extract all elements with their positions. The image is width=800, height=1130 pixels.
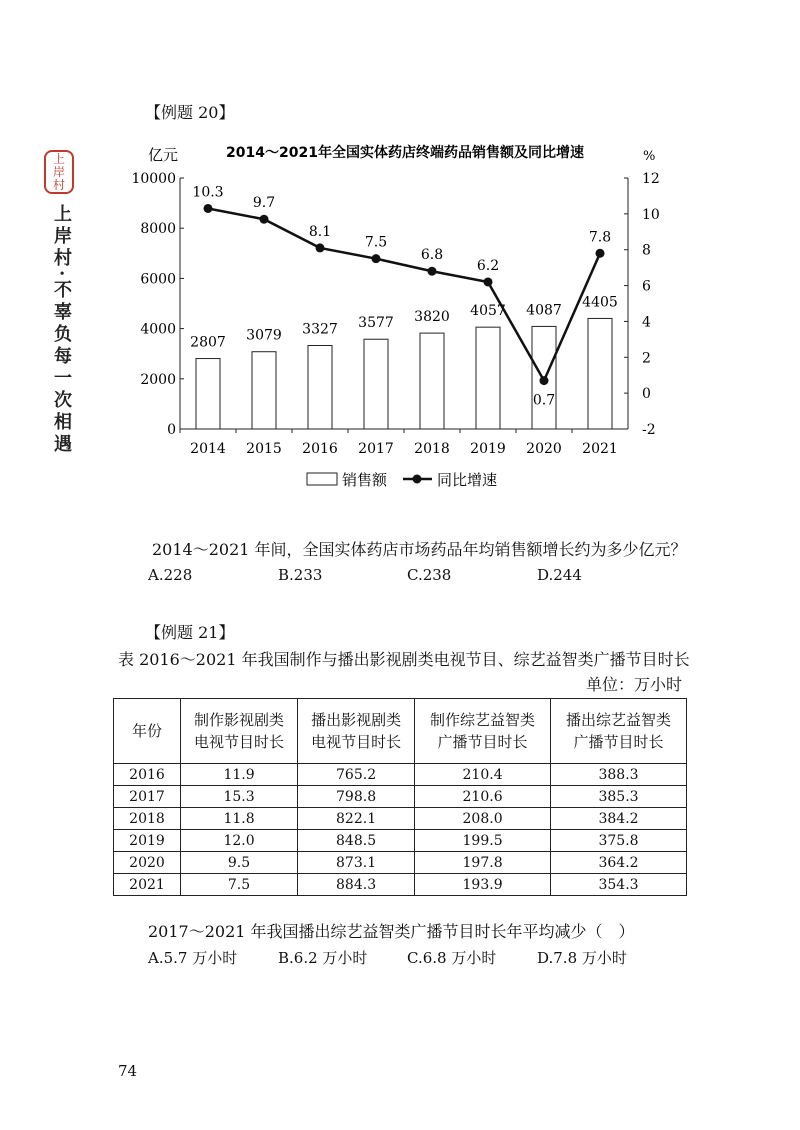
bar-label-2020: 4087 bbox=[526, 302, 562, 319]
left-tick-label: 2000 bbox=[140, 371, 176, 388]
chart-legend bbox=[307, 471, 497, 489]
table-cell: 2021 bbox=[114, 874, 181, 896]
table-cell: 15.3 bbox=[181, 786, 298, 808]
example-21-label: 【例题 21】 bbox=[145, 623, 235, 642]
table-cell: 798.8 bbox=[298, 786, 415, 808]
option-b: B.6.2 万小时 bbox=[278, 949, 368, 967]
growth-label-2020: 0.7 bbox=[532, 392, 556, 409]
x-tick-label: 2018 bbox=[414, 441, 450, 457]
bar-2021 bbox=[588, 318, 612, 429]
growth-label-2014: 10.3 bbox=[192, 184, 224, 201]
left-tick-label: 6000 bbox=[140, 271, 176, 288]
header-produced-tv: 制作影视剧类 电视节目时长 bbox=[181, 699, 298, 764]
table-cell: 2018 bbox=[114, 808, 181, 830]
chart-bars bbox=[190, 294, 618, 429]
bar-2014 bbox=[196, 359, 220, 429]
header-produced-radio: 制作综艺益智类 广播节目时长 bbox=[415, 699, 551, 764]
growth-label-2019: 6.2 bbox=[476, 257, 500, 274]
seal-char-2: 岸 bbox=[52, 164, 65, 179]
table-cell: 197.8 bbox=[415, 852, 551, 874]
growth-point-2014 bbox=[204, 204, 213, 213]
growth-point-2016 bbox=[316, 243, 325, 252]
sales-growth-chart bbox=[0, 130, 800, 500]
table-cell: 210.6 bbox=[415, 786, 551, 808]
growth-point-2015 bbox=[260, 215, 269, 224]
table-cell: 385.3 bbox=[551, 786, 687, 808]
bar-label-2021: 4405 bbox=[582, 294, 618, 311]
option-d: D.7.8 万小时 bbox=[537, 949, 627, 967]
option-c: C.6.8 万小时 bbox=[407, 949, 497, 967]
table-row bbox=[114, 830, 687, 852]
table-title: 表 2016～2021 年我国制作与播出影视剧类电视节目、综艺益智类广播节目时长 bbox=[118, 650, 690, 669]
option-a: A.5.7 万小时 bbox=[148, 949, 238, 967]
growth-label-2016: 8.1 bbox=[308, 223, 332, 240]
right-tick-label: 0 bbox=[642, 386, 651, 403]
growth-label-2021: 7.8 bbox=[588, 229, 612, 246]
x-tick-label: 2016 bbox=[302, 441, 338, 457]
left-tick-label: 4000 bbox=[140, 321, 176, 338]
page-number: 74 bbox=[118, 1062, 138, 1080]
left-tick-label: 10000 bbox=[131, 171, 176, 187]
legend-line-marker bbox=[413, 475, 422, 484]
x-tick-label: 2015 bbox=[246, 441, 282, 457]
table-cell: 384.2 bbox=[551, 808, 687, 830]
table-cell: 388.3 bbox=[551, 764, 687, 786]
bar-label-2016: 3327 bbox=[302, 321, 338, 338]
x-tick-label: 2021 bbox=[582, 441, 618, 457]
x-tick-label: 2014 bbox=[190, 441, 226, 457]
table-row bbox=[114, 786, 687, 808]
option-c: C.238 bbox=[407, 566, 452, 584]
chart-title: 2014～2021年全国实体药店终端药品销售额及同比增速 bbox=[226, 145, 584, 161]
seal-char-1: 上 bbox=[52, 151, 65, 166]
table-row bbox=[114, 874, 687, 896]
table-cell: 364.2 bbox=[551, 852, 687, 874]
table-cell: 873.1 bbox=[298, 852, 415, 874]
table-cell: 11.8 bbox=[181, 808, 298, 830]
growth-point-2017 bbox=[372, 254, 381, 263]
bar-2015 bbox=[252, 352, 276, 429]
table-unit: 单位：万小时 bbox=[586, 675, 683, 694]
left-axis-unit: 亿元 bbox=[148, 146, 179, 164]
table-row bbox=[114, 852, 687, 874]
table-cell: 210.4 bbox=[415, 764, 551, 786]
example-20-question: 2014～2021 年间，全国实体药店市场药品年均销售额增长约为多少亿元？ bbox=[152, 540, 687, 559]
table-cell: 375.8 bbox=[551, 830, 687, 852]
table-cell: 354.3 bbox=[551, 874, 687, 896]
bar-2018 bbox=[420, 333, 444, 429]
table-cell: 208.0 bbox=[415, 808, 551, 830]
table-cell: 7.5 bbox=[181, 874, 298, 896]
table-cell: 199.5 bbox=[415, 830, 551, 852]
legend-line-label: 同比增速 bbox=[437, 471, 498, 489]
bar-label-2015: 3079 bbox=[246, 327, 282, 344]
broadcast-hours-table bbox=[113, 698, 687, 896]
legend-bar-label: 销售额 bbox=[342, 471, 388, 489]
bar-label-2014: 2807 bbox=[190, 334, 226, 351]
table-cell: 9.5 bbox=[181, 852, 298, 874]
bar-2016 bbox=[308, 345, 332, 429]
right-tick-label: 8 bbox=[642, 242, 651, 259]
growth-point-2018 bbox=[428, 267, 437, 276]
table-cell: 848.5 bbox=[298, 830, 415, 852]
example-20-options bbox=[0, 566, 800, 588]
growth-label-2018: 6.8 bbox=[420, 247, 444, 264]
bar-2017 bbox=[364, 339, 388, 429]
x-tick-label: 2019 bbox=[470, 441, 506, 457]
x-tick-label: 2020 bbox=[526, 441, 562, 457]
left-tick-label: 0 bbox=[167, 422, 176, 438]
header-broadcast-tv: 播出影视剧类 电视节目时长 bbox=[298, 699, 415, 764]
growth-point-2021 bbox=[596, 249, 605, 258]
table-cell: 193.9 bbox=[415, 874, 551, 896]
table-cell: 765.2 bbox=[298, 764, 415, 786]
right-tick-label: 6 bbox=[642, 278, 651, 295]
bar-label-2019: 4057 bbox=[470, 303, 506, 320]
table-cell: 884.3 bbox=[298, 874, 415, 896]
growth-label-2015: 9.7 bbox=[252, 195, 276, 212]
brand-slogan: 上岸村·不辜负每一次相遇 bbox=[51, 204, 72, 457]
bar-label-2017: 3577 bbox=[358, 315, 394, 332]
option-d: D.244 bbox=[537, 566, 582, 584]
growth-label-2017: 7.5 bbox=[364, 234, 388, 251]
growth-point-2020 bbox=[540, 376, 549, 385]
table-cell: 2019 bbox=[114, 830, 181, 852]
seal-char-3: 村 bbox=[52, 177, 65, 192]
table-cell: 12.0 bbox=[181, 830, 298, 852]
table-cell: 11.9 bbox=[181, 764, 298, 786]
right-axis-unit: % bbox=[643, 149, 656, 164]
example-20-label: 【例题 20】 bbox=[145, 103, 235, 122]
table-cell: 822.1 bbox=[298, 808, 415, 830]
example-21-question: 2017～2021 年我国播出综艺益智类广播节目时长年平均减少（ ） bbox=[148, 922, 635, 941]
example-21-options bbox=[0, 947, 800, 969]
right-tick-label: 4 bbox=[642, 314, 651, 331]
header-broadcast-radio: 播出综艺益智类 广播节目时长 bbox=[551, 699, 687, 764]
right-tick-label: 10 bbox=[642, 206, 660, 223]
option-b: B.233 bbox=[278, 566, 323, 584]
right-tick-label: -2 bbox=[642, 422, 656, 438]
table-cell: 2020 bbox=[114, 852, 181, 874]
header-year: 年份 bbox=[114, 699, 181, 764]
table-cell: 2016 bbox=[114, 764, 181, 786]
growth-point-2019 bbox=[484, 277, 493, 286]
table-cell: 2017 bbox=[114, 786, 181, 808]
right-tick-label: 2 bbox=[642, 350, 651, 367]
bar-2019 bbox=[476, 327, 500, 429]
option-a: A.228 bbox=[148, 566, 193, 584]
left-tick-label: 8000 bbox=[140, 221, 176, 238]
table-row bbox=[114, 764, 687, 786]
right-tick-label: 12 bbox=[642, 171, 660, 187]
bar-label-2018: 3820 bbox=[414, 309, 450, 326]
table-header-row bbox=[114, 699, 687, 764]
legend-bar-swatch bbox=[307, 473, 337, 485]
x-tick-label: 2017 bbox=[358, 441, 394, 457]
table-row bbox=[114, 808, 687, 830]
